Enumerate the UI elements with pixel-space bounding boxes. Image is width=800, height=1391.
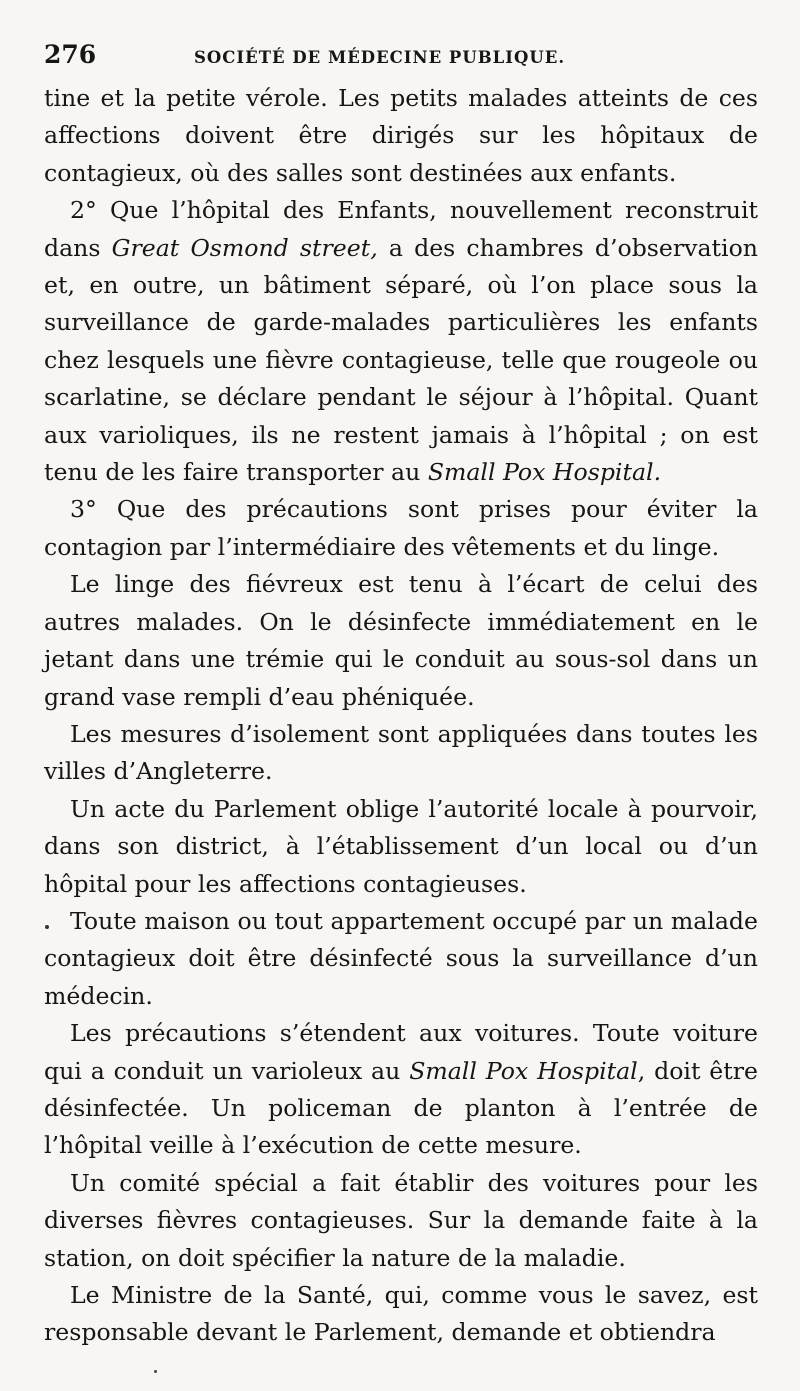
ink-speck	[154, 1370, 157, 1373]
running-head: SOCIÉTÉ DE MÉDECINE PUBLIQUE.	[194, 48, 566, 67]
street-name: Great Osmond street,	[111, 233, 378, 262]
hospital-name: Small Pox Hospital.	[427, 458, 662, 487]
body-text	[44, 80, 758, 1352]
paragraph-isolation: Les mesures d’isolement sont appliquées dans toutes les villes d’Angleterre.	[44, 719, 758, 786]
paragraph-linen: Le linge des fiévreux est tenu à l’écart de celui des autres malades. On le désinfecte immédiatement en le jetant dans une trémie qui le conduit au sous-sol dans un grand vase rempli d’eau phéniquée.	[44, 570, 758, 711]
page-number: 276	[44, 40, 97, 69]
paragraph-vehicles: Les précautions s’étendent aux voitures. Toute voiture qui a conduit un varioleux au Small Pox Hospital, doit être désinfectée. Un policeman de planton à l’entrée de l’hôpital veille à l’exécution de cette mesure.	[44, 1019, 758, 1160]
page-header	[44, 40, 758, 76]
paragraph-committee: Un comité spécial a fait établir des voitures pour les diverses fièvres contagieuses. Sur la demande faite à la station, on doit spécifier la nature de la maladie.	[44, 1168, 758, 1272]
paragraph-parliament-act: Un acte du Parlement oblige l’autorité locale à pourvoir, dans son district, à l’établissement d’un local ou d’un hôpital pour les affections contagieuses.	[44, 794, 758, 898]
ink-speck	[45, 925, 49, 929]
paragraph-item-2: 2° Que l’hôpital des Enfants, nouvellement reconstruit dans Great Osmond street, a des chambres d’observation et, en outre, un bâtiment séparé, où l’on place sous la surveillance de garde-malades particulières les enfants chez lesquels une fièvre contagieuse, telle que rougeole ou scarlatine, se déclare pendant le séjour à l’hôpital. Quant aux varioliques, ils ne restent jamais à l’hôpital ; on est tenu de les faire transporter au Small Pox Hospital.	[44, 196, 758, 487]
paragraph-minister: Le Ministre de la Santé, qui, comme vous le savez, est responsable devant le Parlement, demande et obtiendra	[44, 1281, 758, 1347]
paragraph-item-3: 3° Que des précautions sont prises pour éviter la contagion par l’intermédiaire des vêtements et du linge.	[44, 495, 758, 561]
hospital-name: Small Pox Hospital	[409, 1056, 638, 1085]
paragraph-continued: tine et la petite vérole. Les petits malades atteints de ces affections doivent être dirigés sur les hôpitaux de contagieux, où des salles sont destinées aux enfants.	[44, 84, 758, 187]
paragraph-disinfection: Toute maison ou tout appartement occupé par un malade contagieux doit être désinfecté sous la surveillance d’un médecin.	[44, 906, 758, 1010]
